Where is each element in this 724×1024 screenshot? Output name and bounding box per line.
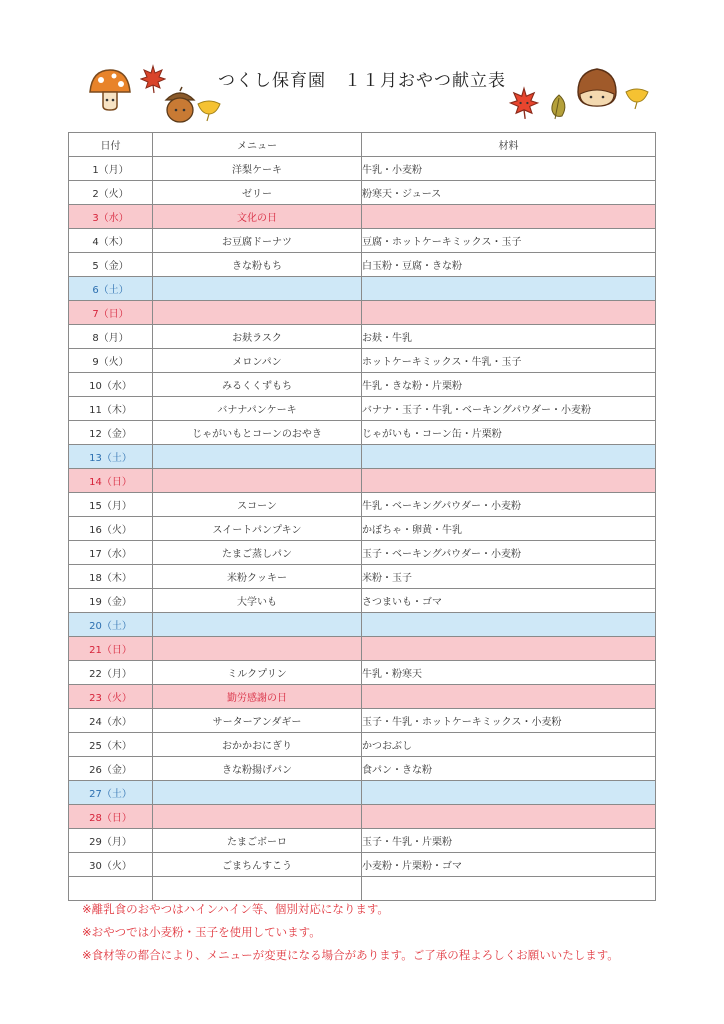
table-row (69, 181, 656, 205)
table-row (69, 157, 656, 181)
menu-cell (153, 445, 362, 469)
material-cell (362, 685, 656, 709)
notes (82, 902, 619, 971)
material-cell: 豆腐・ホットケーキミックス・玉子 (362, 229, 656, 253)
day-cell: 12（金） (69, 421, 153, 445)
day-cell: 29（月） (69, 829, 153, 853)
menu-cell: きな粉揚げパン (153, 757, 362, 781)
menu-cell (153, 805, 362, 829)
day-cell: 20（土） (69, 613, 153, 637)
material-cell: 粉寒天・ジュース (362, 181, 656, 205)
table-row (69, 637, 656, 661)
material-cell (362, 613, 656, 637)
material-cell (362, 445, 656, 469)
menu-cell: 文化の日 (153, 205, 362, 229)
leaf-icon (548, 94, 570, 120)
table-row (69, 301, 656, 325)
table-row (69, 253, 656, 277)
material-cell: 玉子・ベーキングパウダー・小麦粉 (362, 541, 656, 565)
material-cell: 米粉・玉子 (362, 565, 656, 589)
material-cell: ホットケーキミックス・牛乳・玉子 (362, 349, 656, 373)
table-row (69, 877, 656, 901)
table-row (69, 757, 656, 781)
header-menu: メニュー (153, 133, 362, 157)
day-cell: 16（火） (69, 517, 153, 541)
menu-cell: きな粉もち (153, 253, 362, 277)
day-cell: 7（日） (69, 301, 153, 325)
menu-cell: お麸ラスク (153, 325, 362, 349)
menu-cell: サーターアンダギー (153, 709, 362, 733)
material-cell: 牛乳・粉寒天 (362, 661, 656, 685)
table-row (69, 685, 656, 709)
day-cell: 15（月） (69, 493, 153, 517)
table-row (69, 661, 656, 685)
material-cell (362, 277, 656, 301)
day-cell: 17（水） (69, 541, 153, 565)
day-cell: 25（木） (69, 733, 153, 757)
material-cell: 牛乳・ベーキングパウダー・小麦粉 (362, 493, 656, 517)
menu-cell: 米粉クッキー (153, 565, 362, 589)
header-material: 材料 (362, 133, 656, 157)
table-row (69, 469, 656, 493)
day-cell: 3（水） (69, 205, 153, 229)
material-cell (362, 877, 656, 901)
table-row (69, 205, 656, 229)
menu-cell (153, 781, 362, 805)
menu-cell: ミルクプリン (153, 661, 362, 685)
menu-cell: たまご蒸しパン (153, 541, 362, 565)
material-cell (362, 805, 656, 829)
menu-cell (153, 877, 362, 901)
menu-cell: じゃがいもとコーンのおやき (153, 421, 362, 445)
menu-cell: スイートパンプキン (153, 517, 362, 541)
table-row (69, 829, 656, 853)
menu-cell: ゼリー (153, 181, 362, 205)
table-row (69, 853, 656, 877)
page-title: つくし保育園 １１月おやつ献立表 (218, 71, 506, 91)
menu-cell (153, 637, 362, 661)
day-cell: 6（土） (69, 277, 153, 301)
table-row (69, 325, 656, 349)
material-cell (362, 781, 656, 805)
table-row (69, 541, 656, 565)
material-cell: 牛乳・きな粉・片栗粉 (362, 373, 656, 397)
material-cell: バナナ・玉子・牛乳・ベーキングパウダー・小麦粉 (362, 397, 656, 421)
material-cell (362, 301, 656, 325)
day-cell: 4（木） (69, 229, 153, 253)
material-cell (362, 469, 656, 493)
material-cell: かつおぶし (362, 733, 656, 757)
ginkgo-leaf-icon (196, 100, 222, 122)
table-row (69, 589, 656, 613)
menu-cell (153, 469, 362, 493)
menu-cell (153, 613, 362, 637)
menu-cell: お豆腐ドーナツ (153, 229, 362, 253)
day-cell: 18（木） (69, 565, 153, 589)
menu-table-body (69, 157, 656, 901)
menu-cell: みるくくずもち (153, 373, 362, 397)
material-cell: かぼちゃ・卵黄・牛乳 (362, 517, 656, 541)
day-cell: 11（木） (69, 397, 153, 421)
table-header-row (69, 133, 656, 157)
material-cell: 玉子・牛乳・ホットケーキミックス・小麦粉 (362, 709, 656, 733)
day-cell: 1（月） (69, 157, 153, 181)
note-weaning: ※離乳食のおやつはハインハイン等、個別対応になります。 (82, 902, 389, 916)
material-cell: お麸・牛乳 (362, 325, 656, 349)
day-cell: 27（土） (69, 781, 153, 805)
menu-cell: メロンパン (153, 349, 362, 373)
table-row (69, 805, 656, 829)
menu-cell (153, 301, 362, 325)
menu-cell: たまごボーロ (153, 829, 362, 853)
material-cell: 白玉粉・豆腐・きな粉 (362, 253, 656, 277)
material-cell: 小麦粉・片栗粉・ゴマ (362, 853, 656, 877)
menu-cell: ごまちんすこう (153, 853, 362, 877)
material-cell: 食パン・きな粉 (362, 757, 656, 781)
menu-cell: スコーン (153, 493, 362, 517)
day-cell: 22（月） (69, 661, 153, 685)
day-cell: 30（火） (69, 853, 153, 877)
material-cell: 玉子・牛乳・片栗粉 (362, 829, 656, 853)
table-row (69, 709, 656, 733)
day-cell: 9（火） (69, 349, 153, 373)
table-row (69, 373, 656, 397)
table-row (69, 277, 656, 301)
day-cell: 14（日） (69, 469, 153, 493)
table-row (69, 781, 656, 805)
day-cell: 28（日） (69, 805, 153, 829)
note-menu-change: ※食材等の都合により、メニューが変更になる場合があります。ご了承の程よろしくお願いいたします。 (82, 948, 619, 962)
day-cell: 23（火） (69, 685, 153, 709)
header-date: 日付 (69, 133, 153, 157)
day-cell: 19（金） (69, 589, 153, 613)
menu-cell (153, 277, 362, 301)
table-row (69, 229, 656, 253)
note-allergens: ※おやつでは小麦粉・玉子を使用しています。 (82, 925, 321, 939)
material-cell (362, 205, 656, 229)
day-cell: 10（水） (69, 373, 153, 397)
menu-cell: 洋梨ケーキ (153, 157, 362, 181)
menu-cell: おかかおにぎり (153, 733, 362, 757)
menu-cell: 大学いも (153, 589, 362, 613)
day-cell: 24（水） (69, 709, 153, 733)
acorn-icon (162, 86, 198, 124)
ginkgo-leaf-icon (624, 88, 650, 110)
material-cell: 牛乳・小麦粉 (362, 157, 656, 181)
day-cell: 21（日） (69, 637, 153, 661)
menu-cell: 勤労感謝の日 (153, 685, 362, 709)
material-cell: さつまいも・ゴマ (362, 589, 656, 613)
table-row (69, 421, 656, 445)
day-cell (69, 877, 153, 901)
table-row (69, 349, 656, 373)
day-cell: 8（月） (69, 325, 153, 349)
mushroom-icon (86, 66, 134, 114)
material-cell: じゃがいも・コーン缶・片栗粉 (362, 421, 656, 445)
table-row (69, 397, 656, 421)
table-row (69, 565, 656, 589)
table-row (69, 517, 656, 541)
menu-cell: バナナパンケーキ (153, 397, 362, 421)
day-cell: 5（金） (69, 253, 153, 277)
maple-leaf-icon (508, 86, 540, 120)
chestnut-icon (574, 66, 620, 108)
day-cell: 26（金） (69, 757, 153, 781)
material-cell (362, 637, 656, 661)
table-row (69, 493, 656, 517)
menu-table (68, 132, 656, 901)
table-row (69, 733, 656, 757)
table-row (69, 613, 656, 637)
day-cell: 13（土） (69, 445, 153, 469)
day-cell: 2（火） (69, 181, 153, 205)
table-row (69, 445, 656, 469)
